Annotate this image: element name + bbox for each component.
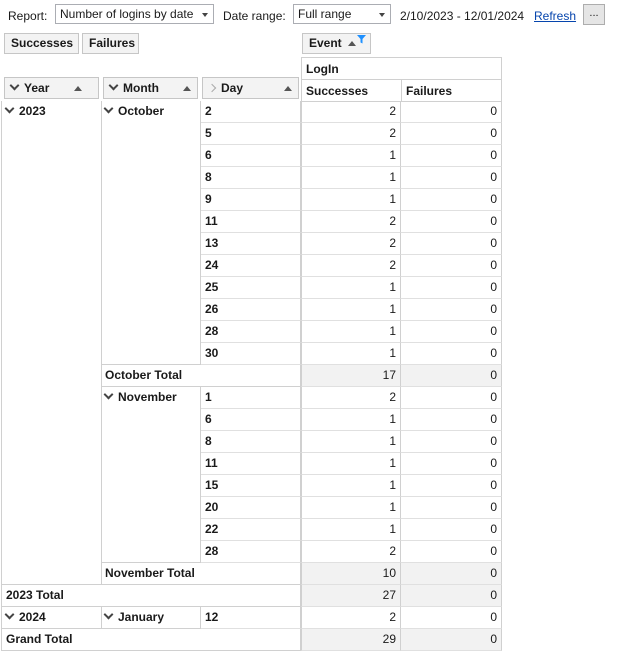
date-range-text: 2/10/2023 - 12/01/2024 bbox=[400, 9, 525, 23]
failures-header: Failures bbox=[401, 79, 502, 102]
chevron-down-icon bbox=[202, 13, 208, 17]
row-field-day-label: Day bbox=[221, 81, 244, 95]
successes-value: 1 bbox=[301, 167, 401, 189]
day-cell: 15 bbox=[201, 475, 301, 497]
month-total-label: October Total bbox=[101, 365, 301, 387]
day-cell: 25 bbox=[201, 277, 301, 299]
successes-value: 1 bbox=[301, 497, 401, 519]
sort-ascending-icon bbox=[348, 41, 356, 46]
successes-value: 29 bbox=[301, 629, 401, 651]
date-range-label: Date range: bbox=[223, 9, 286, 23]
grand-total-label: Grand Total bbox=[1, 629, 301, 651]
chevron-right-icon bbox=[208, 84, 216, 92]
failures-value: 0 bbox=[401, 277, 502, 299]
successes-header: Successes bbox=[301, 79, 402, 102]
day-cell: 22 bbox=[201, 519, 301, 541]
failures-value: 0 bbox=[401, 343, 502, 365]
successes-value: 17 bbox=[301, 365, 401, 387]
successes-value: 1 bbox=[301, 299, 401, 321]
chevron-down-icon[interactable] bbox=[5, 104, 15, 114]
chevron-down-icon bbox=[109, 81, 119, 91]
successes-value: 2 bbox=[301, 541, 401, 563]
column-field-label: Event bbox=[309, 36, 342, 50]
successes-value: 1 bbox=[301, 475, 401, 497]
successes-value: 2 bbox=[301, 233, 401, 255]
chevron-down-icon[interactable] bbox=[104, 390, 114, 400]
failures-value: 0 bbox=[401, 519, 502, 541]
successes-value: 10 bbox=[301, 563, 401, 585]
month-label: November bbox=[118, 390, 177, 404]
day-cell: 9 bbox=[201, 189, 301, 211]
report-select-value: Number of logins by date bbox=[60, 7, 194, 21]
year-total-label: 2023 Total bbox=[1, 585, 301, 607]
day-cell: 30 bbox=[201, 343, 301, 365]
chevron-down-icon bbox=[10, 81, 20, 91]
successes-value: 1 bbox=[301, 321, 401, 343]
failures-value: 0 bbox=[401, 563, 502, 585]
data-field-failures[interactable]: Failures bbox=[82, 33, 139, 54]
successes-value: 1 bbox=[301, 145, 401, 167]
successes-value: 2 bbox=[301, 123, 401, 145]
failures-value: 0 bbox=[401, 123, 502, 145]
successes-value: 2 bbox=[301, 211, 401, 233]
column-value-header: LogIn bbox=[301, 57, 502, 80]
failures-value: 0 bbox=[401, 585, 502, 607]
day-cell: 28 bbox=[201, 541, 301, 563]
chevron-down-icon[interactable] bbox=[5, 610, 15, 620]
row-field-year[interactable] bbox=[4, 77, 99, 99]
failures-value: 0 bbox=[401, 387, 502, 409]
month-label: January bbox=[118, 610, 165, 624]
day-cell: 1 bbox=[201, 387, 301, 409]
successes-value: 1 bbox=[301, 189, 401, 211]
failures-value: 0 bbox=[401, 189, 502, 211]
day-cell: 8 bbox=[201, 167, 301, 189]
month-group[interactable] bbox=[101, 607, 201, 629]
day-cell: 12 bbox=[201, 607, 301, 629]
day-cell: 24 bbox=[201, 255, 301, 277]
date-range-select[interactable] bbox=[293, 4, 391, 24]
chevron-down-icon[interactable] bbox=[104, 104, 114, 114]
year-group[interactable] bbox=[1, 101, 102, 585]
failures-value: 0 bbox=[401, 145, 502, 167]
successes-value: 1 bbox=[301, 453, 401, 475]
row-field-year-label: Year bbox=[24, 81, 50, 95]
failures-value: 0 bbox=[401, 255, 502, 277]
successes-value: 2 bbox=[301, 255, 401, 277]
failures-value: 0 bbox=[401, 629, 502, 651]
failures-value: 0 bbox=[401, 409, 502, 431]
successes-value: 2 bbox=[301, 101, 401, 123]
day-cell: 11 bbox=[201, 453, 301, 475]
more-options-button[interactable]: ... bbox=[583, 4, 605, 25]
successes-value: 1 bbox=[301, 519, 401, 541]
month-group[interactable] bbox=[101, 387, 201, 563]
data-field-successes[interactable]: Successes bbox=[4, 33, 79, 54]
month-label: October bbox=[118, 104, 165, 118]
day-cell: 8 bbox=[201, 431, 301, 453]
sort-ascending-icon bbox=[74, 86, 82, 91]
day-cell: 13 bbox=[201, 233, 301, 255]
sort-ascending-icon bbox=[183, 86, 191, 91]
failures-value: 0 bbox=[401, 541, 502, 563]
refresh-link[interactable]: Refresh bbox=[534, 9, 577, 23]
filter-icon[interactable] bbox=[357, 35, 366, 44]
day-cell: 11 bbox=[201, 211, 301, 233]
failures-value: 0 bbox=[401, 101, 502, 123]
successes-value: 1 bbox=[301, 277, 401, 299]
day-cell: 2 bbox=[201, 101, 301, 123]
day-cell: 5 bbox=[201, 123, 301, 145]
year-label: 2024 bbox=[19, 610, 46, 624]
month-total-label: November Total bbox=[101, 563, 301, 585]
failures-value: 0 bbox=[401, 365, 502, 387]
report-label: Report: bbox=[8, 9, 48, 23]
failures-value: 0 bbox=[401, 167, 502, 189]
row-field-month[interactable] bbox=[103, 77, 198, 99]
sort-ascending-icon bbox=[284, 86, 292, 91]
successes-value: 1 bbox=[301, 343, 401, 365]
failures-value: 0 bbox=[401, 475, 502, 497]
successes-value: 2 bbox=[301, 607, 401, 629]
day-cell: 20 bbox=[201, 497, 301, 519]
row-field-day[interactable] bbox=[202, 77, 299, 99]
day-cell: 6 bbox=[201, 145, 301, 167]
failures-value: 0 bbox=[401, 211, 502, 233]
failures-value: 0 bbox=[401, 453, 502, 475]
successes-value: 27 bbox=[301, 585, 401, 607]
failures-value: 0 bbox=[401, 233, 502, 255]
failures-value: 0 bbox=[401, 299, 502, 321]
year-group[interactable] bbox=[1, 607, 102, 629]
chevron-down-icon bbox=[379, 13, 385, 17]
successes-value: 2 bbox=[301, 387, 401, 409]
failures-value: 0 bbox=[401, 607, 502, 629]
report-select[interactable] bbox=[55, 4, 214, 24]
failures-value: 0 bbox=[401, 497, 502, 519]
successes-value: 1 bbox=[301, 409, 401, 431]
toolbar bbox=[0, 0, 627, 30]
chevron-down-icon[interactable] bbox=[104, 610, 114, 620]
row-field-month-label: Month bbox=[123, 81, 159, 95]
successes-value: 1 bbox=[301, 431, 401, 453]
failures-value: 0 bbox=[401, 321, 502, 343]
year-label: 2023 bbox=[19, 104, 46, 118]
day-cell: 6 bbox=[201, 409, 301, 431]
month-group[interactable] bbox=[101, 101, 201, 365]
failures-value: 0 bbox=[401, 431, 502, 453]
date-range-select-value: Full range bbox=[298, 7, 352, 21]
day-cell: 28 bbox=[201, 321, 301, 343]
day-cell: 26 bbox=[201, 299, 301, 321]
